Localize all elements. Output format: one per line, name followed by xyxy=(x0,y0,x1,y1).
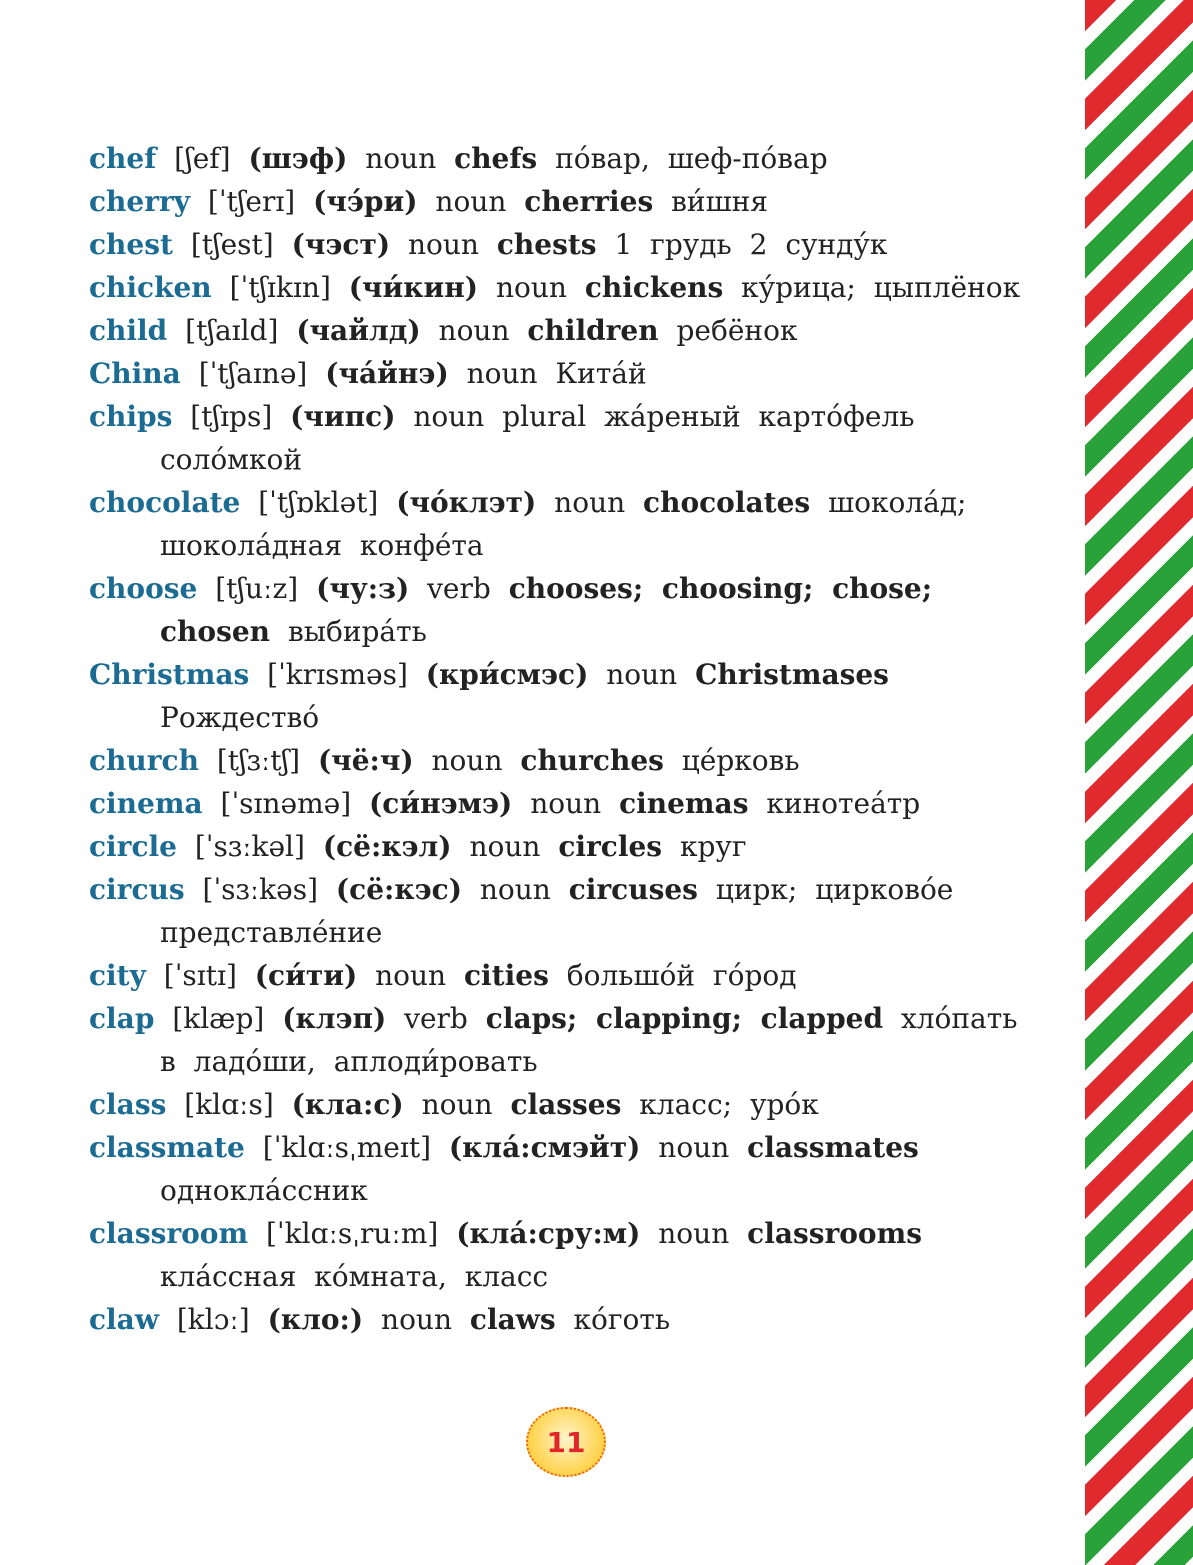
reading: (кло:) xyxy=(267,1303,364,1336)
headword: chef xyxy=(89,142,157,175)
headword: Christmas xyxy=(89,658,250,691)
reading: (кла́:сру:м) xyxy=(456,1217,641,1250)
word-forms: circuses xyxy=(568,873,698,906)
headword: city xyxy=(89,959,146,992)
reading: (клэп) xyxy=(282,1002,387,1035)
entry-circus xyxy=(89,868,1049,954)
transcription: [klæp] xyxy=(172,1002,265,1035)
translation: це́рковь xyxy=(681,744,800,777)
part-of-speech: noun xyxy=(375,959,447,992)
part-of-speech: noun plural xyxy=(413,400,587,433)
reading: (кла:с) xyxy=(291,1088,404,1121)
entry-china xyxy=(89,352,1049,395)
entry-cherry xyxy=(89,180,1049,223)
headword: choose xyxy=(89,572,198,605)
word-forms: classmates xyxy=(747,1131,919,1164)
headword: classmate xyxy=(89,1131,245,1164)
headword: child xyxy=(89,314,168,347)
reading: (кла́:смэйт) xyxy=(448,1131,641,1164)
transcription: [ˈsɪtɪ] xyxy=(163,959,237,992)
transcription: [ˈkrɪsməs] xyxy=(267,658,408,691)
word-forms: cities xyxy=(464,959,549,992)
entry-city xyxy=(89,954,1049,997)
headword: circle xyxy=(89,830,177,863)
entry-chef xyxy=(89,137,1049,180)
reading: (чипс) xyxy=(290,400,396,433)
transcription: [tʃest] xyxy=(190,228,274,261)
entry-classroom xyxy=(89,1212,1049,1298)
reading: (чё:ч) xyxy=(317,744,414,777)
entry-chips xyxy=(89,395,1049,481)
transcription: [ˈklɑːsˌruːm] xyxy=(266,1217,439,1250)
entry-claw xyxy=(89,1298,1049,1341)
word-forms: Christmases xyxy=(695,658,889,691)
translation: однокла́ссник xyxy=(160,1174,368,1207)
headword: China xyxy=(89,357,181,390)
word-forms: churches xyxy=(520,744,664,777)
entry-cinema xyxy=(89,782,1049,825)
headword: class xyxy=(89,1088,167,1121)
part-of-speech: noun xyxy=(381,1303,452,1336)
transcription: [ˈtʃɒklət] xyxy=(258,486,379,519)
transcription: [ˈsɪnəmə] xyxy=(220,787,352,820)
translation: шокола́д; шокола́дная конфе́та xyxy=(160,486,967,562)
transcription: [ˈtʃerɪ] xyxy=(207,185,296,218)
part-of-speech: noun xyxy=(495,271,567,304)
translation: Кита́й xyxy=(555,357,647,390)
entry-chocolate xyxy=(89,481,1049,567)
part-of-speech: noun xyxy=(435,185,507,218)
word-forms: chocolates xyxy=(643,486,811,519)
translation: 1 грудь 2 сунду́к xyxy=(614,228,888,261)
entry-chicken xyxy=(89,266,1049,309)
headword: church xyxy=(89,744,199,777)
transcription: [tʃɜːtʃ] xyxy=(216,744,301,777)
word-forms: circles xyxy=(558,830,663,863)
reading: (чайлд) xyxy=(296,314,421,347)
reading: (чэст) xyxy=(291,228,391,261)
page-number: 11 xyxy=(546,1425,586,1459)
translation: ребёнок xyxy=(676,314,798,347)
translation: по́вар, шеф-по́вар xyxy=(555,142,828,175)
part-of-speech: noun xyxy=(365,142,437,175)
transcription: [ˈklɑːsˌmeɪt] xyxy=(262,1131,431,1164)
translation: цирк; цирково́е представле́ние xyxy=(160,873,954,949)
entry-church xyxy=(89,739,1049,782)
headword: chicken xyxy=(89,271,212,304)
part-of-speech: noun xyxy=(658,1131,730,1164)
word-forms: children xyxy=(527,314,659,347)
headword: cinema xyxy=(89,787,203,820)
headword: circus xyxy=(89,873,185,906)
translation: ку́рица; цыплёнок xyxy=(741,271,1021,304)
reading: (сё:кэс) xyxy=(335,873,462,906)
headword: clap xyxy=(89,1002,155,1035)
translation: выбира́ть xyxy=(287,615,427,648)
reading: (сё:кэл) xyxy=(322,830,452,863)
transcription: [ˈsɜːkəs] xyxy=(202,873,319,906)
entry-choose xyxy=(89,567,1049,653)
part-of-speech: noun xyxy=(466,357,538,390)
translation: хло́пать в ладо́ши, аплоди́ровать xyxy=(160,1002,1018,1078)
word-forms: classrooms xyxy=(747,1217,922,1250)
translation: большо́й го́род xyxy=(566,959,797,992)
reading: (шэф) xyxy=(248,142,348,175)
transcription: [klɔː] xyxy=(176,1303,250,1336)
word-forms: cherries xyxy=(524,185,654,218)
reading: (чу:з) xyxy=(316,572,410,605)
word-forms: cinemas xyxy=(619,787,749,820)
part-of-speech: noun xyxy=(431,744,503,777)
transcription: [ˈtʃaɪnə] xyxy=(198,357,308,390)
entry-circle xyxy=(89,825,1049,868)
page-number-badge xyxy=(526,1407,606,1477)
transcription: [tʃuːz] xyxy=(215,572,299,605)
translation: круг xyxy=(679,830,747,863)
headword: chocolate xyxy=(89,486,241,519)
transcription: [tʃaɪld] xyxy=(185,314,279,347)
transcription: [ˈsɜːkəl] xyxy=(194,830,305,863)
word-forms: claws xyxy=(469,1303,556,1336)
word-forms: chickens xyxy=(584,271,724,304)
reading: (ча́йнэ) xyxy=(325,357,449,390)
part-of-speech: noun xyxy=(530,787,602,820)
entry-clap xyxy=(89,997,1049,1083)
translation: ви́шня xyxy=(671,185,768,218)
transcription: [ʃef] xyxy=(174,142,231,175)
reading: (чи́кин) xyxy=(348,271,479,304)
part-of-speech: noun xyxy=(407,228,479,261)
reading: (си́ти) xyxy=(254,959,358,992)
transcription: [ˈtʃɪkɪn] xyxy=(229,271,331,304)
decorative-stripe-border xyxy=(1085,0,1193,1565)
translation: кинотеа́тр xyxy=(766,787,921,820)
part-of-speech: noun xyxy=(658,1217,730,1250)
translation: жа́реный карто́фель соло́мкой xyxy=(160,400,915,476)
word-forms: claps; clapping; clapped xyxy=(485,1002,884,1035)
transcription: [klɑːs] xyxy=(184,1088,274,1121)
reading: (чо́клэт) xyxy=(396,486,537,519)
translation: класс; уро́к xyxy=(639,1088,819,1121)
entry-christmas xyxy=(89,653,1049,739)
word-forms: chooses; choosing; chose; chosen xyxy=(160,572,933,648)
reading: (кри́смэс) xyxy=(425,658,589,691)
headword: chest xyxy=(89,228,173,261)
headword: cherry xyxy=(89,185,190,218)
part-of-speech: noun xyxy=(479,873,551,906)
part-of-speech: noun xyxy=(438,314,510,347)
headword: chips xyxy=(89,400,173,433)
reading: (си́нэмэ) xyxy=(369,787,513,820)
dictionary-entries xyxy=(89,137,1049,1341)
entry-child xyxy=(89,309,1049,352)
headword: claw xyxy=(89,1303,159,1336)
translation: кла́ссная ко́мната, класс xyxy=(160,1260,549,1293)
part-of-speech: verb xyxy=(427,572,491,605)
part-of-speech: noun xyxy=(554,486,626,519)
reading: (чэ́ри) xyxy=(313,185,418,218)
part-of-speech: noun xyxy=(469,830,541,863)
headword: classroom xyxy=(89,1217,249,1250)
entry-class xyxy=(89,1083,1049,1126)
entry-classmate xyxy=(89,1126,1049,1212)
part-of-speech: noun xyxy=(606,658,678,691)
word-forms: chefs xyxy=(454,142,538,175)
part-of-speech: verb xyxy=(404,1002,468,1035)
transcription: [tʃɪps] xyxy=(190,400,273,433)
entry-chest xyxy=(89,223,1049,266)
part-of-speech: noun xyxy=(421,1088,493,1121)
word-forms: classes xyxy=(510,1088,622,1121)
translation: ко́готь xyxy=(573,1303,671,1336)
word-forms: chests xyxy=(496,228,597,261)
translation: Рождество́ xyxy=(160,701,320,734)
